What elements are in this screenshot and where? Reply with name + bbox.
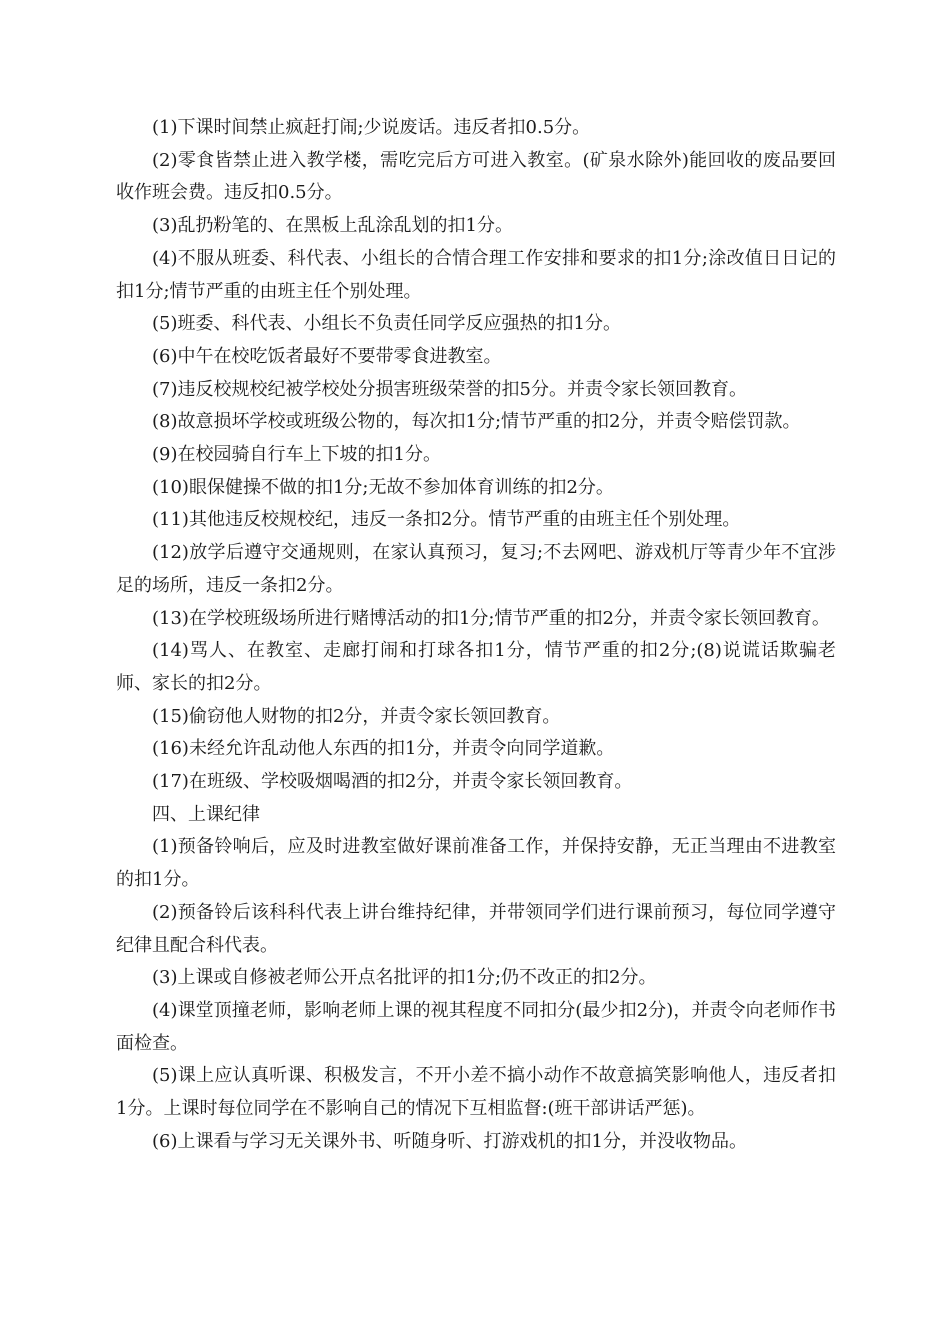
rule-paragraph: (11)其他违反校规校纪，违反一条扣2分。情节严重的由班主任个别处理。	[152, 509, 741, 531]
document-body	[116, 112, 836, 1159]
rule-paragraph: (7)违反校规校纪被学校处分损害班级荣誉的扣5分。并责令家长领回教育。	[152, 378, 747, 400]
rule-paragraph: (5)班委、科代表、小组长不负责任同学反应强热的扣1分。	[152, 313, 621, 335]
rule-paragraph: (12)放学后遵守交通规则，在家认真预习，复习;不去网吧、游戏机厅等青少年不宜涉足的场所，违反一条扣2分。	[116, 542, 836, 596]
rule-paragraph: (8)故意损坏学校或班级公物的，每次扣1分;情节严重的扣2分，并责令赔偿罚款。	[152, 411, 801, 433]
rule-paragraph: (2)预备铃后该科科代表上讲台维持纪律，并带领同学们进行课前预习，每位同学遵守纪律且配合科代表。	[116, 901, 836, 956]
rule-paragraph: (10)眼保健操不做的扣1分;无故不参加体育训练的扣2分。	[152, 476, 614, 498]
rule-paragraph: (1)预备铃响后，应及时进教室做好课前准备工作，并保持安静，无正当理由不进教室的扣1分。	[116, 836, 836, 891]
rule-paragraph: (17)在班级、学校吸烟喝酒的扣2分，并责令家长领回教育。	[152, 771, 633, 793]
rule-paragraph: (4)不服从班委、科代表、小组长的合情合理工作安排和要求的扣1分;涂改值日日记的扣1分;情节严重的由班主任个别处理。	[116, 247, 836, 302]
rule-paragraph: (4)课堂顶撞老师，影响老师上课的视其程度不同扣分(最少扣2分)，并责令向老师作书面检查。	[116, 999, 836, 1054]
rule-paragraph: (5)课上应认真听课、积极发言，不开小差不搞小动作不故意搞笑影响他人，违反者扣1分。上课时每位同学在不影响自己的情况下互相监督:(班干部讲话严惩)。	[116, 1065, 836, 1120]
rule-paragraph: (3)上课或自修被老师公开点名批评的扣1分;仍不改正的扣2分。	[152, 967, 657, 989]
rule-paragraph: (2)零食皆禁止进入教学楼，需吃完后方可进入教室。(矿泉水除外)能回收的废品要回收作班会费。违反扣0.5分。	[116, 149, 836, 204]
rule-paragraph: (9)在校园骑自行车上下坡的扣1分。	[152, 444, 441, 466]
rule-paragraph: (14)骂人、在教室、走廊打闹和打球各扣1分，情节严重的扣2分;(8)说谎话欺骗老师、家长的扣2分。	[116, 640, 836, 694]
rule-paragraph: (16)未经允许乱动他人东西的扣1分，并责令向同学道歉。	[152, 738, 615, 760]
rule-paragraph: (13)在学校班级场所进行赌博活动的扣1分;情节严重的扣2分，并责令家长领回教育。	[152, 607, 830, 629]
rule-paragraph: (6)中午在校吃饭者最好不要带零食进教室。	[152, 345, 502, 367]
rule-paragraph: (1)下课时间禁止疯赶打闹;少说废话。违反者扣0.5分。	[152, 117, 591, 138]
rule-paragraph: (3)乱扔粉笔的、在黑板上乱涂乱划的扣1分。	[152, 215, 513, 237]
rule-paragraph: (6)上课看与学习无关课外书、听随身听、打游戏机的扣1分，并没收物品。	[152, 1130, 747, 1152]
section-heading: 四、上课纪律	[152, 803, 260, 825]
rule-paragraph: (15)偷窃他人财物的扣2分，并责令家长领回教育。	[152, 705, 561, 727]
